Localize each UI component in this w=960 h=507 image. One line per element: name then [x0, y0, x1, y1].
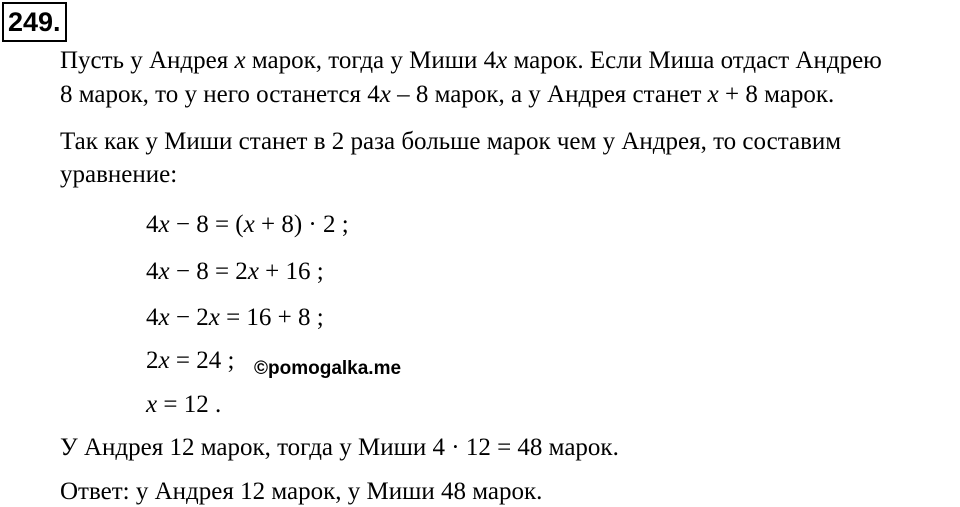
equation-3: 4x − 2x = 16 + 8 ;	[146, 304, 324, 331]
paragraph2-line2: уравнение:	[60, 161, 178, 188]
equation-4: 2x = 24 ;	[146, 347, 235, 374]
conclusion-line: У Андрея 12 марок, тогда у Миши 4 · 12 = 48 марок.	[60, 434, 619, 461]
paragraph1-line1: Пусть у Андрея x марок, тогда у Миши 4x марок. Если Миша отдаст Андрею	[60, 47, 882, 74]
answer-line: Ответ: у Андрея 12 марок, у Миши 48 марок.	[60, 478, 543, 505]
problem-number: 249.	[2, 2, 67, 42]
equation-5: x = 12 .	[146, 391, 222, 418]
paragraph1-line2: 8 марок, то у него останется 4x – 8 марок, а у Андрея станет x + 8 марок.	[60, 81, 835, 108]
paragraph2-line1: Так как у Миши станет в 2 раза больше марок чем у Андрея, то составим	[60, 128, 842, 155]
equation-2: 4x − 8 = 2x + 16 ;	[146, 258, 324, 285]
equation-1: 4x − 8 = (x + 8) · 2 ;	[146, 211, 349, 238]
watermark: ©pomogalka.me	[254, 358, 402, 379]
